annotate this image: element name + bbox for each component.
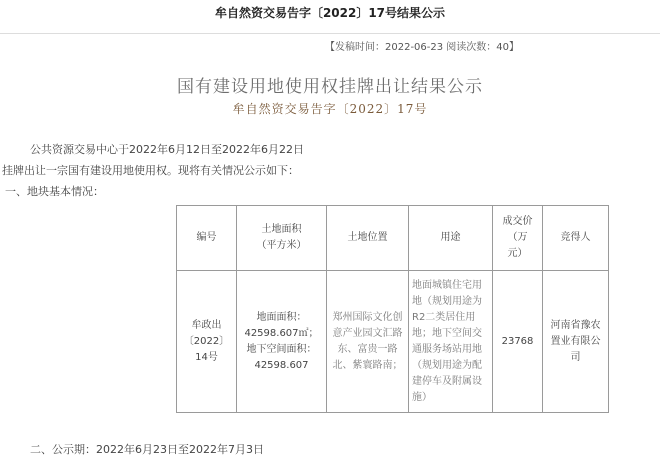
header-price-line3: 元） (507, 248, 528, 259)
header-number: 编号 (177, 206, 237, 271)
table-row (177, 271, 609, 413)
header-usage: 用途 (409, 206, 493, 271)
article-subheading: 牟自然资交易告字〔2022〕17号 (232, 102, 428, 116)
header-price-line1: 成交价 (502, 216, 533, 227)
header-price (493, 206, 543, 271)
section-title-basic-info: 一、地块基本情况： (5, 185, 104, 198)
cell-number: 牟政出〔2022〕14号 (177, 271, 237, 413)
header-location: 土地位置 (327, 206, 409, 271)
publish-meta: 【发稿时间：2022-06-23 阅读次数：40】 (325, 42, 520, 53)
header-price-line2: （万 (507, 232, 528, 243)
header-winner: 竞得人 (543, 206, 609, 271)
header-divider (0, 33, 660, 34)
table-header-row (177, 206, 609, 271)
intro-paragraph-line2: 挂牌出让一宗国有建设用地使用权。现将有关情况公示如下： (2, 164, 299, 177)
article-heading: 国有建设用地使用权挂牌出让结果公示 (177, 77, 483, 97)
intro-paragraph-line1: 公共资源交易中心于2022年6月12日至2022年6月22日 (30, 143, 304, 156)
cell-winner: 河南省豫农置业有限公司 (543, 271, 609, 413)
cell-location: 郑州国际文化创意产业园文汇路东、富贵一路北、紫寰路南； (327, 271, 409, 413)
section-title-notice-period: 二、公示期：2022年6月23日至2022年7月3日 (30, 443, 264, 456)
page-top-title: 牟自然资交易告字〔2022〕17号结果公示 (214, 6, 446, 20)
header-area-line2: （平方米） (256, 240, 307, 251)
header-area-line1: 土地面积 (261, 224, 302, 235)
land-info-table (176, 205, 609, 413)
cell-price: 23768 (493, 271, 543, 413)
header-area (237, 206, 327, 271)
cell-usage: 地面城镇住宅用地（规划用途为R2二类居住用地；地下空间交通服务场站用地（规划用途为配建停车及附属设施） (409, 271, 493, 413)
cell-area: 地面面积：42598.607㎡；地下空间面积：42598.607 (237, 271, 327, 413)
